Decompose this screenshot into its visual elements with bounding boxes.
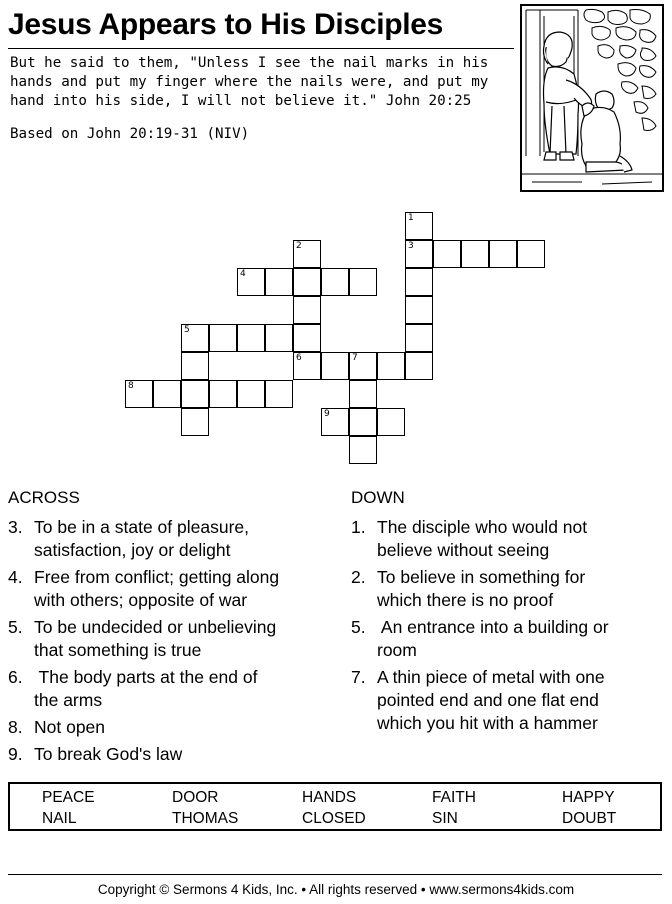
word-bank-word: DOUBT [562, 810, 617, 827]
clue-number: 1 [408, 213, 414, 223]
clue-number: 8. [8, 717, 23, 737]
crossword-cell[interactable] [349, 408, 377, 436]
scripture-reference: Based on John 20:19-31 (NIV) [10, 126, 250, 142]
clue-text: To be in a state of pleasure, [34, 517, 249, 537]
crossword-cell[interactable] [181, 324, 209, 352]
crossword-cell[interactable] [125, 380, 153, 408]
clue-text: believe without seeing [377, 540, 550, 560]
verse-line: But he said to them, "Unless I see the nail marks in his [10, 55, 489, 71]
crossword-cell[interactable] [349, 352, 377, 380]
crossword-cell[interactable] [209, 324, 237, 352]
clue-text: Not open [34, 717, 106, 737]
verse-line: hand into his side, I will not believe it." John 20:25 [10, 93, 472, 109]
crossword-cell[interactable] [461, 240, 489, 268]
clue-text: An entrance into a building or [377, 617, 609, 637]
verse-line: hands and put my finger where the nails were, and put my [10, 74, 489, 90]
clue-number: 5 [184, 325, 190, 335]
crossword-cell[interactable] [181, 352, 209, 380]
word-bank [8, 782, 662, 831]
clue-number: 3 [408, 241, 414, 251]
crossword-cell[interactable] [293, 268, 321, 296]
clue-number: 1. [351, 517, 366, 537]
across-clue [8, 716, 338, 739]
clue-text: The disciple who would not [377, 517, 588, 537]
crossword-cell[interactable] [377, 408, 405, 436]
clue-number: 3. [8, 517, 23, 537]
crossword-cell[interactable] [293, 240, 321, 268]
clue-number: 7. [351, 667, 366, 687]
down-clues [351, 488, 666, 739]
across-clue [8, 516, 338, 562]
word-bank-word: NAIL [42, 810, 77, 827]
across-clue [8, 743, 338, 766]
across-heading: ACROSS [8, 488, 80, 507]
crossword-cell[interactable] [377, 352, 405, 380]
clue-text: the arms [34, 690, 103, 710]
crossword-cell[interactable] [265, 268, 293, 296]
word-bank-word: THOMAS [172, 810, 239, 827]
clue-number: 8 [128, 381, 134, 391]
copyright-footer: Copyright © Sermons 4 Kids, Inc. • All rights reserved • www.sermons4kids.com [97, 882, 575, 897]
crossword-cell[interactable] [405, 324, 433, 352]
crossword-cell[interactable] [405, 296, 433, 324]
crossword-cell[interactable] [265, 324, 293, 352]
crossword-cell[interactable] [349, 268, 377, 296]
page-title: Jesus Appears to His Disciples [8, 8, 444, 41]
word-bank-word: CLOSED [302, 810, 366, 827]
crossword-cell[interactable] [237, 324, 265, 352]
clue-text: The body parts at the end of [34, 667, 258, 687]
crossword-cell[interactable] [405, 240, 433, 268]
word-bank-word: HANDS [302, 789, 357, 806]
word-bank-word: DOOR [172, 789, 219, 806]
clue-number: 9. [8, 744, 23, 764]
word-bank-word: HAPPY [562, 789, 615, 806]
crossword-cell[interactable] [181, 380, 209, 408]
down-clue [351, 616, 666, 662]
bible-verse [10, 54, 520, 111]
crossword-cell[interactable] [293, 324, 321, 352]
clue-text: pointed end and one flat end [377, 690, 599, 710]
crossword-cell[interactable] [517, 240, 545, 268]
crossword-cell[interactable] [153, 380, 181, 408]
crossword-cell[interactable] [405, 212, 433, 240]
crossword-cell[interactable] [405, 352, 433, 380]
crossword-cell[interactable] [349, 436, 377, 464]
clue-text: satisfaction, joy or delight [34, 540, 231, 560]
down-clue [351, 516, 666, 562]
down-clue [351, 666, 666, 735]
crossword-cell[interactable] [265, 380, 293, 408]
clue-text: To be undecided or unbelieving [34, 617, 277, 637]
clue-number: 5. [351, 617, 366, 637]
word-bank-word: SIN [432, 810, 458, 827]
across-clue [8, 566, 338, 612]
clue-text: To break God's law [34, 744, 183, 764]
clue-number: 9 [324, 409, 330, 419]
crossword-cell[interactable] [181, 408, 209, 436]
crossword-cell[interactable] [237, 380, 265, 408]
crossword-cell[interactable] [209, 380, 237, 408]
clue-number: 4 [240, 269, 246, 279]
crossword-cell[interactable] [405, 268, 433, 296]
crossword-cell[interactable] [293, 352, 321, 380]
clue-number: 2 [296, 241, 302, 251]
clue-text: Free from conflict; getting along [34, 567, 280, 587]
title-underline [8, 48, 514, 49]
clue-text: that something is true [34, 640, 202, 660]
clue-text: room [377, 640, 417, 660]
clue-text: A thin piece of metal with one [377, 667, 605, 687]
clue-number: 6 [296, 353, 302, 363]
crossword-cell[interactable] [349, 380, 377, 408]
crossword-cell[interactable] [321, 268, 349, 296]
jesus-and-thomas-illustration [520, 4, 664, 192]
across-clues [8, 488, 338, 770]
clue-text: with others; opposite of war [34, 590, 248, 610]
clue-number: 5. [8, 617, 23, 637]
down-clue [351, 566, 666, 612]
crossword-cell[interactable] [321, 408, 349, 436]
crossword-cell[interactable] [433, 240, 461, 268]
across-clue [8, 616, 338, 662]
word-bank-word: FAITH [432, 789, 476, 806]
crossword-cell[interactable] [237, 268, 265, 296]
crossword-cell[interactable] [293, 296, 321, 324]
clue-number: 7 [352, 353, 358, 363]
footer-divider [8, 874, 662, 875]
down-heading: DOWN [351, 488, 405, 507]
across-clue [8, 666, 338, 712]
word-bank-word: PEACE [42, 789, 95, 806]
crossword-cell[interactable] [321, 352, 349, 380]
crossword-cell[interactable] [489, 240, 517, 268]
clue-number: 4. [8, 567, 23, 587]
clue-number: 2. [351, 567, 366, 587]
clue-number: 6. [8, 667, 23, 687]
clue-text: which there is no proof [377, 590, 554, 610]
clue-text: To believe in something for [377, 567, 586, 587]
illustration-drawing [522, 6, 662, 190]
clue-text: which you hit with a hammer [377, 713, 598, 733]
